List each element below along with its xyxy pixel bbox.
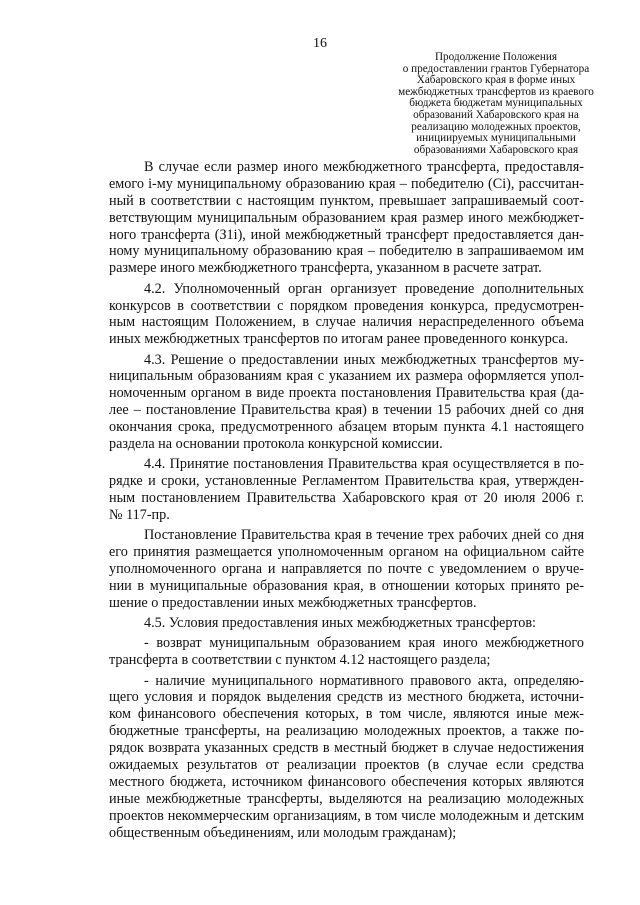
paragraph-line: Постановление Правительства края в течение трех рабочих дней со дня — [144, 527, 584, 544]
paragraph-line: - возврат муниципальным образованием края иного межбюджетного — [144, 635, 584, 652]
paragraph-line: нии в муниципальные образования края, в отношении которых принято ре- — [109, 577, 584, 594]
header-line: инициируемых муниципальными — [416, 132, 576, 145]
header-line: о предоставлении грантов Губернатора — [402, 62, 590, 75]
header-line: образованиями Хабаровского края — [413, 143, 579, 156]
paragraph-line: окончания срока, предусмотренного абзацем вторым пункта 4.1 настоящего — [109, 419, 584, 436]
paragraph-line: номоченным органом в виде проекта постановления Правительства края (да- — [109, 385, 584, 402]
paragraph-line: конкурсов в соответствии с порядком проведения конкурса, предусмотрен- — [109, 297, 584, 314]
paragraph-line: ниципальным образованиям края с указанием их размера оформляется упол- — [109, 368, 584, 385]
document-body — [109, 159, 584, 841]
paragraph — [109, 673, 584, 842]
paragraph-line: его принятия размещается уполномоченным органом на официальном сайте — [109, 544, 584, 561]
paragraph-line: 4.5. Условия предоставления иных межбюджетных трансфертов: — [144, 615, 536, 632]
paragraph-line: бюджетные трансферты, на реализацию молодежных проектов, а также по- — [109, 723, 584, 740]
paragraph-line: ным настоящим Положением, в случае наличия нераспределенного объема — [109, 314, 584, 331]
paragraph-line: ком финансового обеспечения которых, в том числе, являются иные меж- — [109, 706, 584, 723]
paragraph-line: 4.4. Принятие постановления Правительства края осуществляется в по- — [144, 456, 584, 473]
paragraph — [109, 527, 584, 611]
paragraph — [109, 635, 584, 669]
paragraph-line: емого i-му муниципальному образованию края – победителю (Ci), рассчитан- — [109, 175, 584, 192]
header-title: Продолжение Положения — [434, 51, 558, 63]
paragraph-line: рядок возврата указанных средств в местный бюджет в случае недостижения — [109, 740, 584, 757]
paragraph-line: № 117-пр. — [109, 506, 170, 523]
paragraph-line: В случае если размер иного межбюджетного трансферта, предоставля- — [144, 159, 584, 175]
paragraph-line: ному муниципальному образованию края – победителю в запрашиваемом им — [109, 243, 584, 260]
paragraph — [109, 159, 584, 277]
paragraph-line: ным постановлением Правительства Хабаровского края от 20 июля 2006 г. — [109, 490, 584, 507]
header-line: реализацию молодежных проектов, — [411, 120, 581, 133]
header-line: бюджета бюджетам муниципальных — [409, 97, 583, 110]
paragraph-line: ожидаемых результатов от реализации проектов (в случае если средства — [109, 757, 584, 774]
paragraph-line: ный в соответствии с настоящим пунктом, превышает запрашиваемый соот- — [109, 192, 584, 209]
paragraph-line: лее – постановление Правительства края) в течении 15 рабочих дней со дня — [109, 402, 584, 419]
header-line: образований Хабаровского края на — [413, 108, 579, 121]
paragraph-line: уполномоченного органа и направляется по почте с уведомлением о вруче- — [109, 561, 584, 578]
paragraph — [109, 456, 584, 524]
paragraph-line: щего условия и порядок выделения средств из местного бюджета, источни- — [109, 689, 584, 706]
paragraph-line: иных межбюджетных трансфертов по итогам ранее проведенного конкурса. — [109, 331, 569, 348]
paragraph-line: раздела на основании протокола конкурсной комиссии. — [109, 436, 443, 453]
paragraph — [109, 352, 584, 453]
paragraph — [109, 281, 584, 349]
paragraph-line: - наличие муниципального нормативного правового акта, определяю- — [144, 672, 584, 689]
paragraph-line: ветствующим муниципальным образованием края размер иного межбюджет- — [109, 209, 584, 226]
paragraph-line: проектов некоммерческим организациям, в том числе молодежным и детским — [109, 807, 584, 824]
header-line: Хабаровского края в форме иных — [416, 74, 576, 87]
header-line: межбюджетных трансфертов из краевого — [398, 85, 594, 98]
paragraph-line: 4.2. Уполномоченный орган организует проведение дополнительных — [144, 280, 584, 297]
paragraph-line: 4.3. Решение о предоставлении иных межбюджетных трансфертов му- — [144, 351, 584, 368]
paragraph-line: размере иного межбюджетного трансферта, указанном в расчете затрат. — [109, 260, 542, 277]
paragraph-line: трансферта в соответствии с пунктом 4.12 настоящего раздела; — [109, 652, 491, 669]
paragraph-line: общественным объединениям, или молодым гражданам); — [109, 824, 457, 841]
paragraph-line: рядке и сроки, установленные Регламентом Правительства края, утвержден- — [109, 473, 584, 490]
document-header — [380, 52, 612, 156]
paragraph-line: местного бюджета, источником финансового обеспечения которых являются — [109, 773, 584, 790]
paragraph — [109, 615, 584, 632]
paragraph-line: ного трансферта (З1i), иной межбюджетный трансферт предоставляется дан- — [109, 226, 584, 243]
paragraph-line: иные межбюджетные трансферты, выделяются на реализацию молодежных — [109, 790, 584, 807]
page-number: 16 — [313, 36, 327, 51]
paragraph-line: шение о предоставлении иных межбюджетных трансфертов. — [109, 594, 477, 611]
